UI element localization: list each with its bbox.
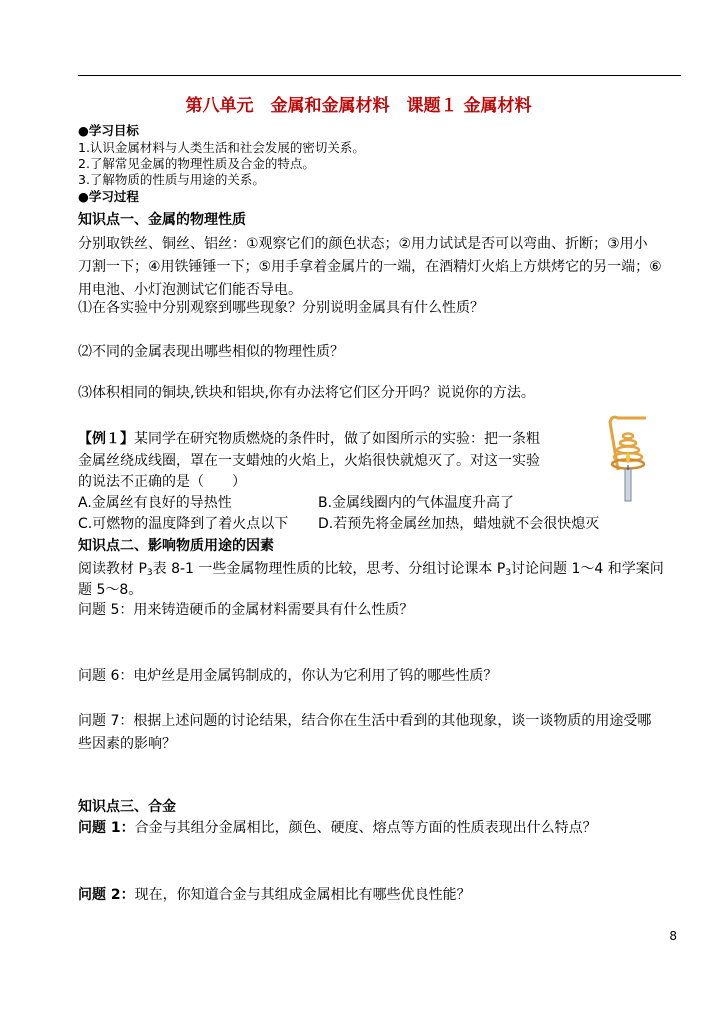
header-rule xyxy=(78,75,681,76)
metal-coil-over-candle-icon xyxy=(604,412,654,506)
example-line-2: 金属丝绕成线圈，罩在一支蜡烛的火焰上，火焰很快就熄灭了。对这一实验 xyxy=(78,453,540,469)
kp1-question-3: ⑶体积相同的铜块,铁块和铝块,你有办法将它们区分开吗？说说你的方法。 xyxy=(78,385,535,401)
kp1-paragraph-line: 分别取铁丝、铜丝、铝丝：①观察它们的颜色状态；②用力试试是否可以弯曲、折断；③用小 xyxy=(78,236,648,252)
kp3-heading: 知识点三、合金 xyxy=(78,799,176,815)
kp1-paragraph-line: 用电池、小灯泡测试它们能否导电。 xyxy=(78,282,302,298)
kp2-reading-line-1: 阅读教材 $P_3$表 8-1 一些金属物理性质的比较，思考、分组讨论课本 $P_3$讨论问题 1～4 和学案问 xyxy=(78,561,664,578)
kp1-paragraph-line: 刀割一下；④用铁锤锤一下；⑤用手拿着金属片的一端，在酒精灯火焰上方烘烤它的另一端；⑥ xyxy=(78,259,662,275)
kp2-question-7-line-1: 问题 7：根据上述问题的讨论结果，结合你在生活中看到的其他现象，谈一谈物质的用途受哪 xyxy=(78,713,652,729)
example-line-1: 【例１】某同学在研究物质燃烧的条件时，做了如图所示的实验：把一条粗 xyxy=(78,431,540,447)
kp2-reading-line-2: 题 5～8。 xyxy=(78,582,143,598)
kp2-question-6: 问题 6：电炉丝是用金属钨制成的，你认为它利用了钨的哪些性质？ xyxy=(78,668,498,684)
kp1-heading: 知识点一、金属的物理性质 xyxy=(78,212,246,228)
process-heading: ●学习过程 xyxy=(78,189,139,204)
example-label: 【例１】 xyxy=(78,431,134,447)
kp1-question-2: ⑵不同的金属表现出哪些相似的物理性质？ xyxy=(78,344,344,360)
kp2-question-5: 问题 5：用来铸造硬币的金属材料需要具有什么性质？ xyxy=(78,602,414,618)
goal-item: 2.了解常见金属的物理性质及合金的特点。 xyxy=(78,156,315,171)
page-title: 第八单元 金属和金属材料 课题１ 金属材料 xyxy=(185,96,532,116)
page-number: 8 xyxy=(669,929,677,943)
option-b: B.金属线圈内的气体温度升高了 xyxy=(318,495,515,511)
kp2-heading: 知识点二、影响物质用途的因素 xyxy=(78,538,274,554)
kp1-question-1: ⑴在各实验中分别观察到哪些现象？分别说明金属具有什么性质？ xyxy=(78,300,484,316)
goal-item: 3.了解物质的性质与用途的关系。 xyxy=(78,172,265,187)
option-c: C.可燃物的温度降到了着火点以下 xyxy=(78,516,289,532)
kp2-question-7-line-2: 些因素的影响？ xyxy=(78,736,176,752)
kp3-question-1: 问题 1：合金与其组分金属相比，颜色、硬度、熔点等方面的性质表现出什么特点？ xyxy=(78,820,597,836)
kp3-question-2: 问题 2：现在，你知道合金与其组成金属相比有哪些优良性能？ xyxy=(78,887,471,903)
option-a: A.金属丝有良好的导热性 xyxy=(78,495,232,511)
goals-heading: ●学习目标 xyxy=(78,123,139,138)
option-d: D.若预先将金属丝加热，蜡烛就不会很快熄灭 xyxy=(318,516,600,532)
example-line-3: 的说法不正确的是（ ） xyxy=(78,474,246,490)
goal-item: 1.认识金属材料与人类生活和社会发展的密切关系。 xyxy=(78,140,365,155)
